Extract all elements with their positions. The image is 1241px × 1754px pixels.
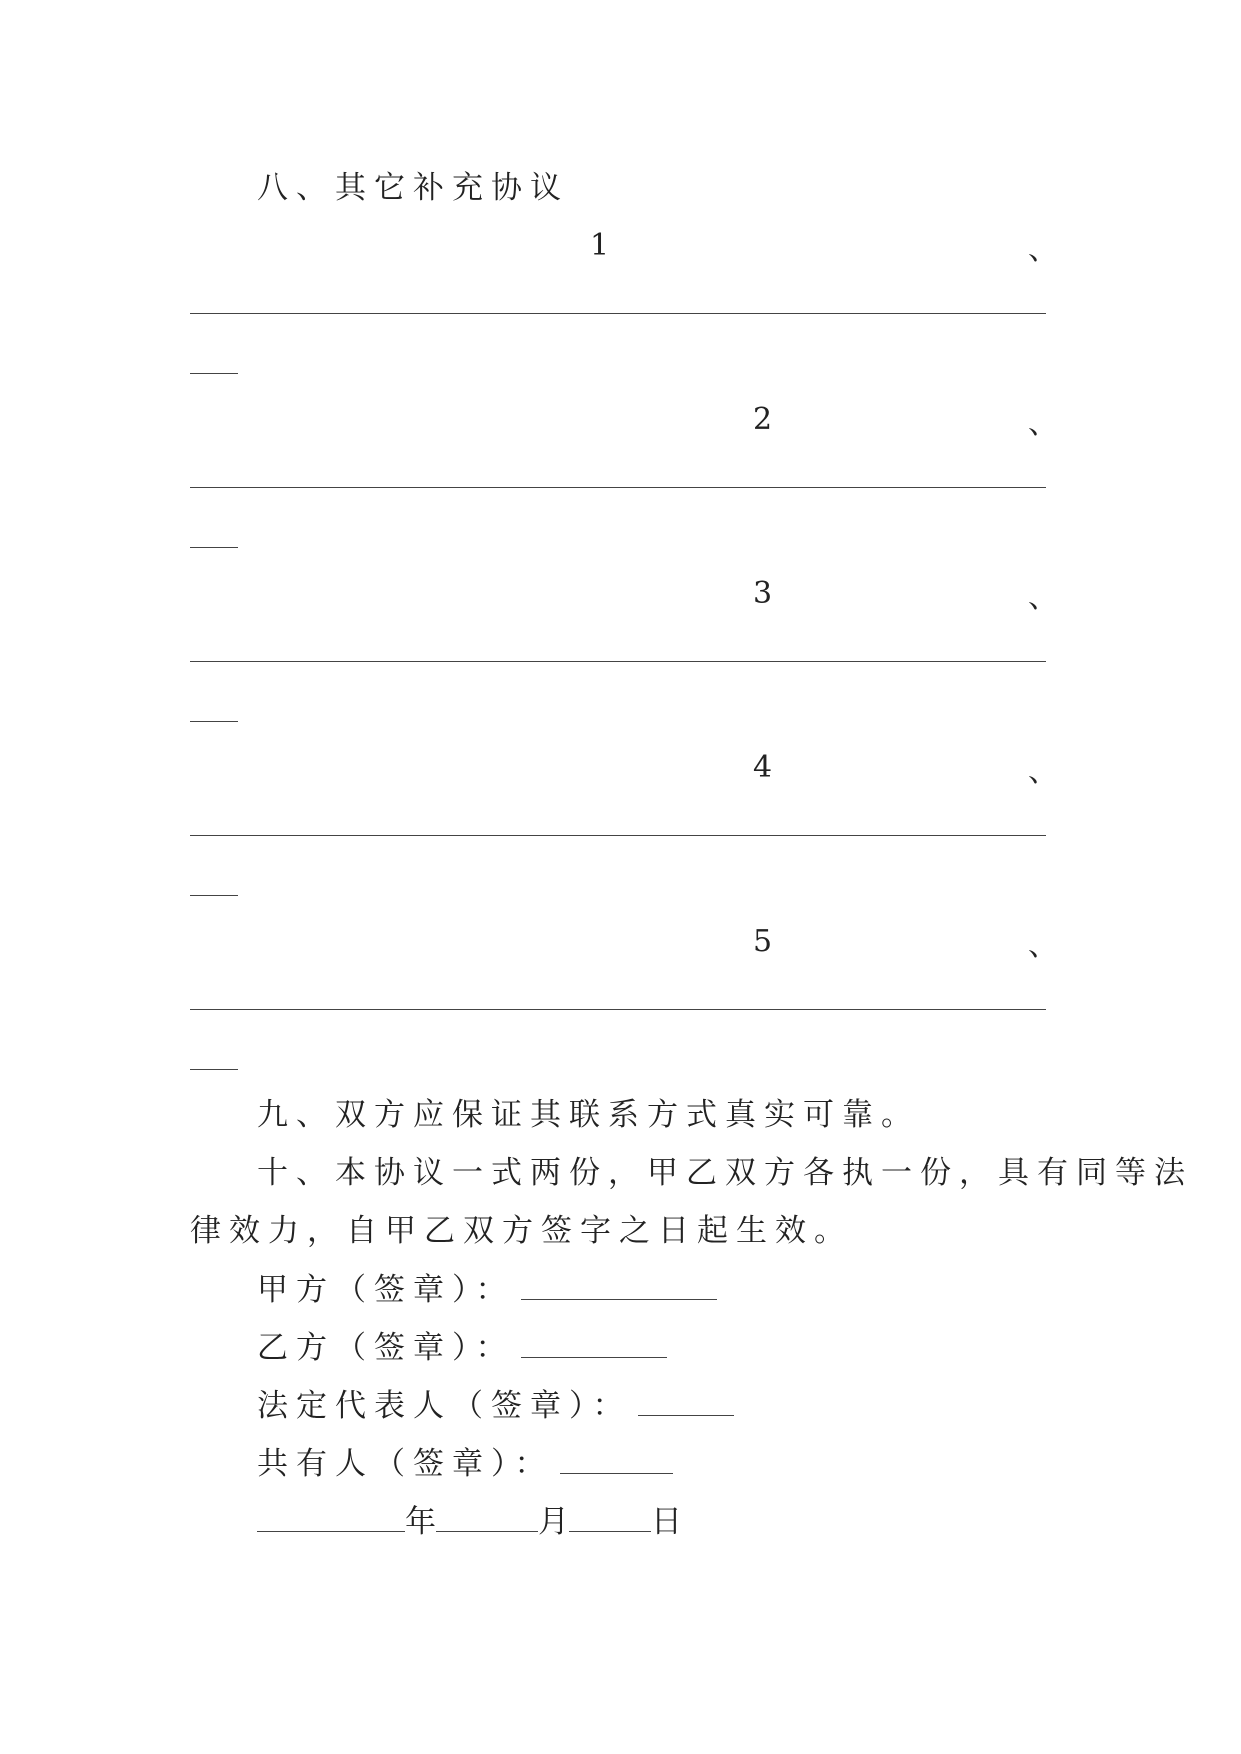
item-2-number: 2 <box>753 402 773 437</box>
party-a-signature-field[interactable] <box>521 1269 717 1300</box>
legal-rep-label: 法定代表人（签章）： <box>257 1388 632 1424</box>
month-field[interactable] <box>436 1501 538 1532</box>
section-10-line-2: 律效力，自甲乙双方签字之日起生效。 <box>190 1213 853 1249</box>
section-8-heading: 八、其它补充协议 <box>257 170 569 206</box>
item-5-fill-line <box>190 1009 1046 1010</box>
item-5-fill-line-end <box>190 1069 238 1070</box>
item-1-mark: 、 <box>1028 232 1058 267</box>
item-2-fill-line-end <box>190 547 238 548</box>
year-field[interactable] <box>257 1501 405 1532</box>
item-1-fill-line-end <box>190 373 238 374</box>
legal-rep-signature-field[interactable] <box>638 1385 734 1416</box>
item-2-mark: 、 <box>1028 406 1058 441</box>
item-3-fill-line <box>190 661 1046 662</box>
day-field[interactable] <box>569 1501 651 1532</box>
party-a-signature-row <box>257 1269 717 1310</box>
legal-rep-signature-row <box>257 1385 734 1426</box>
item-3-number: 3 <box>753 576 773 611</box>
section-9-text: 九、双方应保证其联系方式真实可靠。 <box>257 1097 920 1133</box>
year-label: 年 <box>405 1504 436 1540</box>
party-a-label: 甲方（签章）： <box>257 1272 515 1308</box>
item-1-number: 1 <box>590 228 610 263</box>
party-b-signature-row <box>257 1327 667 1368</box>
party-b-label: 乙方（签章）： <box>257 1330 515 1366</box>
item-3-fill-line-end <box>190 721 238 722</box>
item-5-mark: 、 <box>1028 928 1058 963</box>
item-1-fill-line <box>190 313 1046 314</box>
party-b-signature-field[interactable] <box>521 1327 667 1358</box>
item-5-number: 5 <box>753 924 773 959</box>
item-2-fill-line <box>190 487 1046 488</box>
month-label: 月 <box>538 1504 569 1540</box>
item-4-number: 4 <box>753 750 773 785</box>
day-label: 日 <box>651 1504 682 1540</box>
item-4-fill-line-end <box>190 895 238 896</box>
item-4-fill-line <box>190 835 1046 836</box>
co-owner-signature-row <box>257 1443 673 1484</box>
section-10-line-1: 十、本协议一式两份，甲乙双方各执一份，具有同等法 <box>257 1155 1193 1191</box>
item-3-mark: 、 <box>1028 580 1058 615</box>
date-row <box>257 1501 682 1542</box>
co-owner-label: 共有人（签章）： <box>257 1446 554 1482</box>
co-owner-signature-field[interactable] <box>560 1443 673 1474</box>
item-4-mark: 、 <box>1028 754 1058 789</box>
